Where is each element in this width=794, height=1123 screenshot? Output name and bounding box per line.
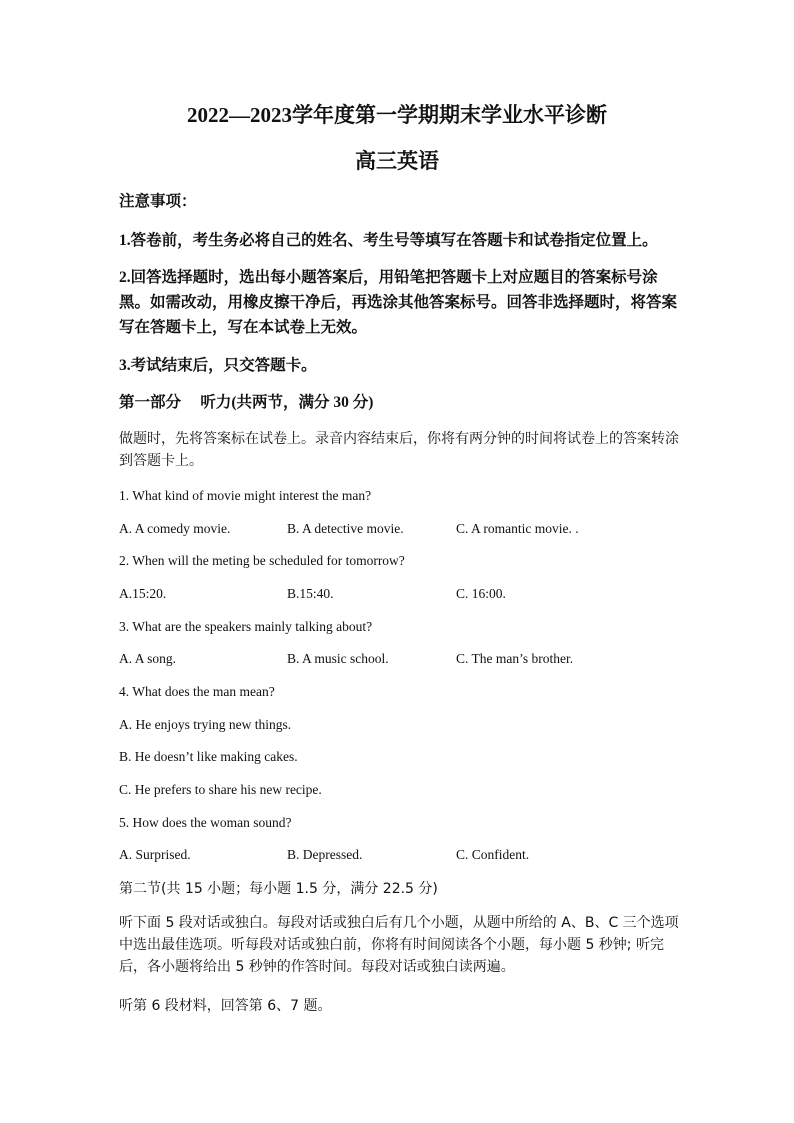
- question-1-option-a: A. A comedy movie.: [119, 521, 231, 536]
- question-4-option-b: B. He doesn’t like making cakes.: [119, 749, 298, 764]
- question-2-option-c: C. 16:00.: [456, 586, 506, 601]
- exam-subtitle: 高三英语: [355, 149, 439, 173]
- question-3-option-b: B. A music school.: [287, 651, 389, 666]
- part1-instruction: 做题时，先将答案标在试卷上。录音内容结束后，你将有两分钟的时间将试卷上的答案转涂到答题卡上。: [119, 431, 679, 469]
- section2-instruction: 听下面 5 段对话或独白。每段对话或独白后有几个小题，从题中所给的 A、B、C 三个选项中选出最佳选项。听每段对话或独白前，你将有时间阅读各个小题，每小题 5 秒钟; 听完后，各小题将给出 5 秒钟的作答时间。每段对话或独白读两遍。: [119, 915, 679, 975]
- notice-heading: 注意事项：: [119, 193, 197, 210]
- notice-item-1: 1.答卷前，考生务必将自己的姓名、考生号等填写在答题卡和试卷指定位置上。: [119, 232, 658, 249]
- section2-heading: 第二节(共 15 小题；每小题 1.5 分，满分 22.5 分): [119, 881, 438, 897]
- question-1-option-b: B. A detective movie.: [287, 521, 404, 536]
- question-4-stem: 4. What does the man mean?: [119, 684, 275, 699]
- question-3-option-c: C. The man’s brother.: [456, 651, 574, 666]
- notice-item-3: 3.考试结束后，只交答题卡。: [119, 357, 317, 374]
- question-5-option-b: B. Depressed.: [287, 847, 363, 862]
- part1-heading: 第一部分 听力(共两节，满分 30 分): [119, 394, 374, 411]
- question-5-option-c: C. Confident.: [456, 847, 530, 862]
- question-4-option-c: C. He prefers to share his new recipe.: [119, 782, 322, 797]
- notice-item-2: 2.回答选择题时，选出每小题答案后，用铅笔把答题卡上对应题目的答案标号涂黑。如需改动，用橡皮擦干净后，再选涂其他答案标号。回答非选择题时，将答案写在答题卡上，写在本试卷上无效。: [119, 269, 678, 336]
- question-5-stem: 5. How does the woman sound?: [119, 815, 292, 830]
- question-4-option-a: A. He enjoys trying new things.: [119, 717, 292, 732]
- question-5-option-a: A. Surprised.: [119, 847, 191, 862]
- question-3-stem: 3. What are the speakers mainly talking about?: [119, 619, 373, 634]
- exam-title: 2022—2023学年度第一学期期末学业水平诊断: [187, 103, 607, 127]
- question-2-option-a: A.15:20.: [119, 586, 167, 601]
- question-1-option-c: C. A romantic movie. .: [456, 521, 579, 536]
- question-2-option-b: B.15:40.: [287, 586, 334, 601]
- question-1-stem: 1. What kind of movie might interest the man?: [119, 488, 372, 503]
- section2-material: 听第 6 段材料，回答第 6、7 题。: [119, 998, 332, 1014]
- question-3-option-a: A. A song.: [119, 651, 177, 666]
- question-2-stem: 2. When will the meting be scheduled for tomorrow?: [119, 553, 405, 568]
